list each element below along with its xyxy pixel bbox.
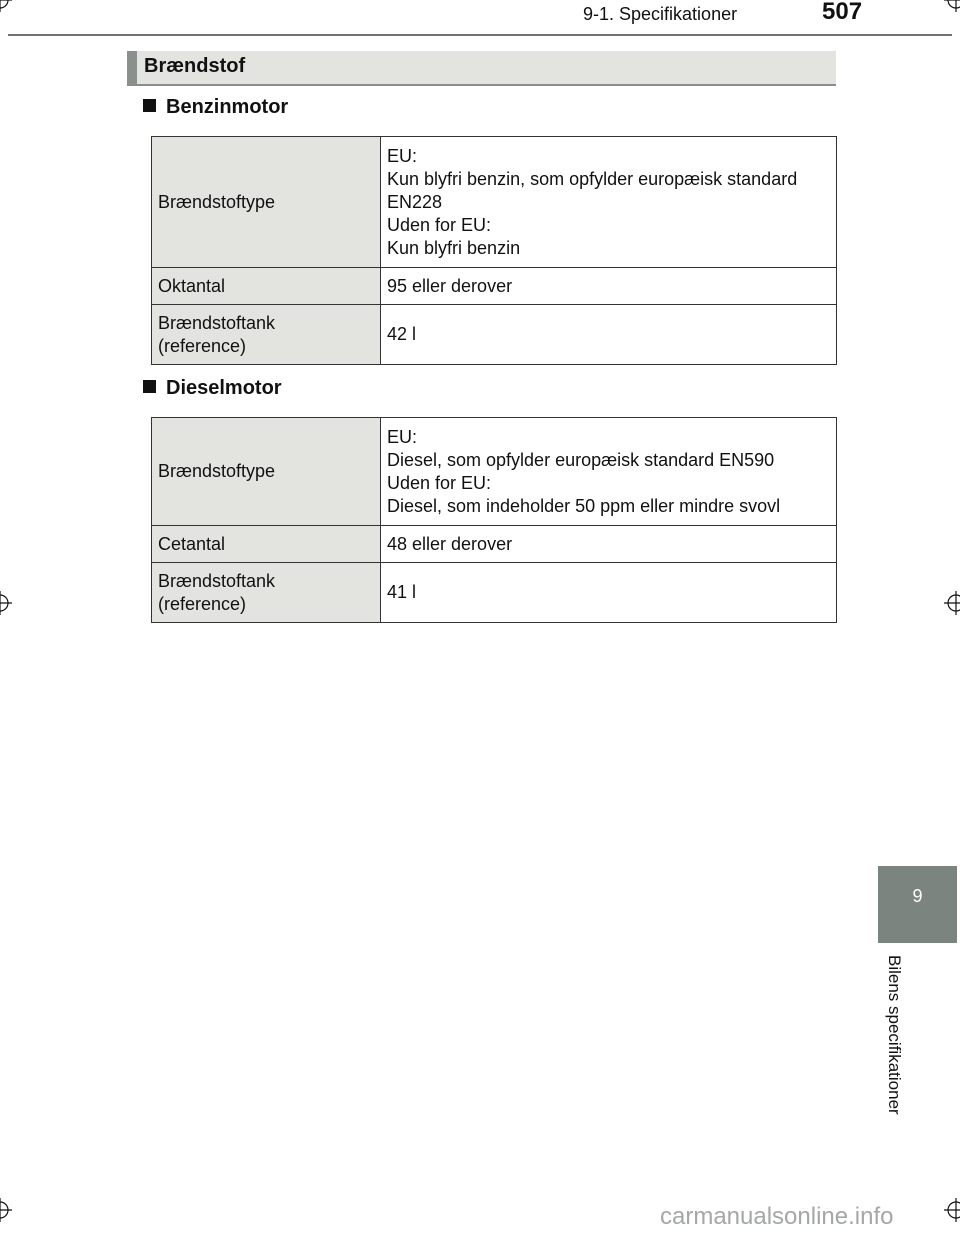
spec-key: Brændstoftank (reference) [152, 305, 381, 365]
petrol-heading [143, 96, 288, 119]
registration-mark-icon [0, 1198, 12, 1222]
spec-value-line: Diesel, som opfylder europæisk standard EN590 [387, 449, 775, 470]
registration-mark-icon [0, 591, 12, 615]
petrol-heading-text: Benzinmotor [166, 96, 289, 118]
spec-value-line: EU: [387, 426, 418, 447]
spec-value: 42 l [381, 305, 837, 365]
petrol-spec-table [151, 136, 837, 365]
spec-key: Brændstoftype [152, 418, 381, 526]
spec-value-line: Diesel, som indeholder 50 ppm eller mindre svovl [387, 495, 781, 516]
table-row [152, 305, 837, 365]
spec-value-line: Uden for EU: [387, 214, 492, 235]
square-bullet-icon [143, 380, 156, 393]
spec-value-line: Kun blyfri benzin, som opfylder europæisk standard [387, 168, 798, 189]
diesel-heading [143, 377, 282, 400]
spec-value: 48 eller derover [381, 526, 837, 563]
diesel-spec-table [151, 417, 837, 623]
spec-key: Oktantal [152, 268, 381, 305]
registration-mark-icon [944, 0, 960, 12]
spec-value-line: EU: [387, 145, 418, 166]
spec-key: Brændstoftank (reference) [152, 563, 381, 623]
header-rule [8, 34, 952, 36]
table-row [152, 268, 837, 305]
table-row [152, 418, 837, 526]
spec-value: 95 eller derover [381, 268, 837, 305]
header-section-title: 9-1. Specifikationer [583, 4, 738, 24]
table-row [152, 563, 837, 623]
section-heading-bar [127, 51, 836, 86]
spec-key: Cetantal [152, 526, 381, 563]
table-row [152, 137, 837, 268]
spec-value: 41 l [381, 563, 837, 623]
spec-value [381, 137, 837, 268]
registration-mark-icon [944, 591, 960, 615]
chapter-tab [878, 866, 957, 943]
spec-value-line: Kun blyfri benzin [387, 237, 521, 258]
section-accent [127, 51, 137, 84]
chapter-label: Bilens specifikationer [885, 955, 904, 1115]
spec-value-line: Uden for EU: [387, 472, 492, 493]
chapter-number: 9 [912, 886, 923, 906]
spec-key: Brændstoftype [152, 137, 381, 268]
spec-value-line: EN228 [387, 191, 443, 212]
registration-mark-icon [944, 1198, 960, 1222]
square-bullet-icon [143, 99, 156, 112]
watermark: carmanualsonline.info [660, 1203, 894, 1230]
registration-mark-icon [0, 0, 12, 12]
section-title: Brændstof [144, 55, 246, 77]
spec-value [381, 418, 837, 526]
table-row [152, 526, 837, 563]
page-number: 507 [822, 0, 863, 25]
diesel-heading-text: Dieselmotor [166, 377, 282, 399]
